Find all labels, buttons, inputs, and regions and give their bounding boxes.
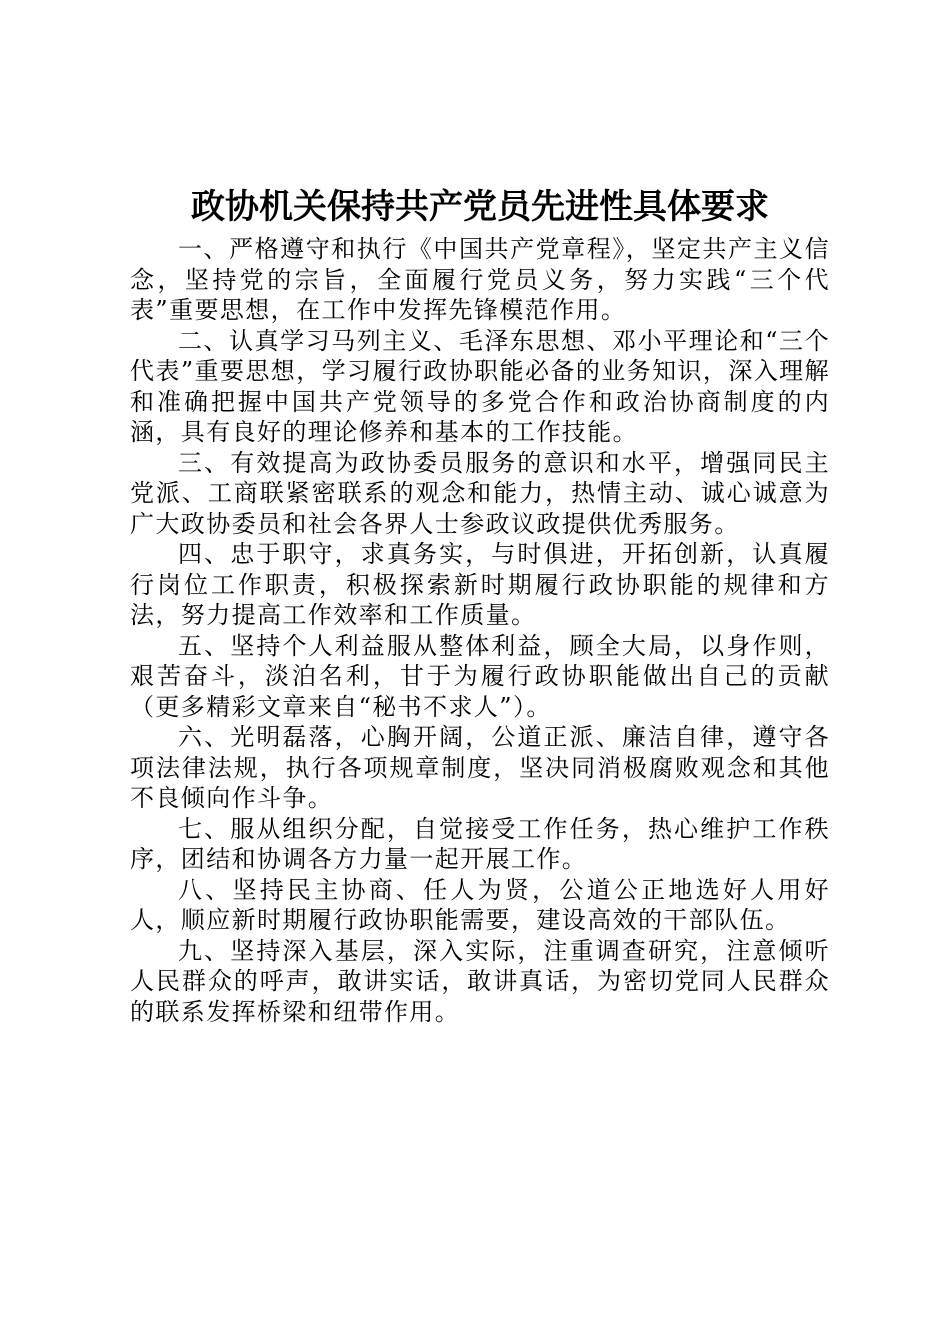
paragraph-1: 一、严格遵守和执行《中国共产党章程》，坚定共产主义信念，坚持党的宗旨，全面履行党员义务，努力实践“三个代表”重要思想，在工作中发挥先锋模范作用。 — [130, 235, 830, 324]
document-title: 政协机关保持共产党员先进性具体要求 — [191, 187, 769, 227]
paragraph-6: 六、光明磊落，心胸开阔，公道正派、廉洁自律，遵守各项法律法规，执行各项规章制度，坚决同消极腐败观念和其他不良倾向作斗争。 — [130, 723, 830, 812]
paragraph-8: 八、坚持民主协商、任人为贤，公道公正地选好人用好人，顺应新时期履行政协职能需要，建设高效的干部队伍。 — [130, 875, 830, 934]
paragraph-5: 五、坚持个人利益服从整体利益，顾全大局，以身作则，艰苦奋斗，淡泊名利，甘于为履行政协职能做出自己的贡献（更多精彩文章来自“秘书不求人”）。 — [130, 631, 830, 721]
paragraph-4: 四、忠于职守，求真务实，与时俱进，开拓创新，认真履行岗位工作职责，积极探索新时期履行政协职能的规律和方法，努力提高工作效率和工作质量。 — [130, 540, 830, 629]
document-page — [130, 182, 830, 1027]
paragraph-3: 三、有效提高为政协委员服务的意识和水平，增强同民主党派、工商联紧密联系的观念和能力，热情主动、诚心诚意为广大政协委员和社会各界人士参政议政提供优秀服务。 — [130, 448, 830, 538]
paragraph-7: 七、服从组织分配，自觉接受工作任务，热心维护工作秩序，团结和协调各方力量一起开展工作。 — [130, 814, 830, 873]
paragraph-2: 二、认真学习马列主义、毛泽东思想、邓小平理论和“三个代表”重要思想，学习履行政协职能必备的业务知识，深入理解和准确把握中国共产党领导的多党合作和政治协商制度的内涵，具有良好的理论修养和基本的工作技能。 — [130, 326, 830, 446]
paragraph-9: 九、坚持深入基层，深入实际，注重调查研究，注意倾听人民群众的呼声，敢讲实话，敢讲真话，为密切党同人民群众的联系发挥桥梁和纽带作用。 — [130, 936, 830, 1026]
